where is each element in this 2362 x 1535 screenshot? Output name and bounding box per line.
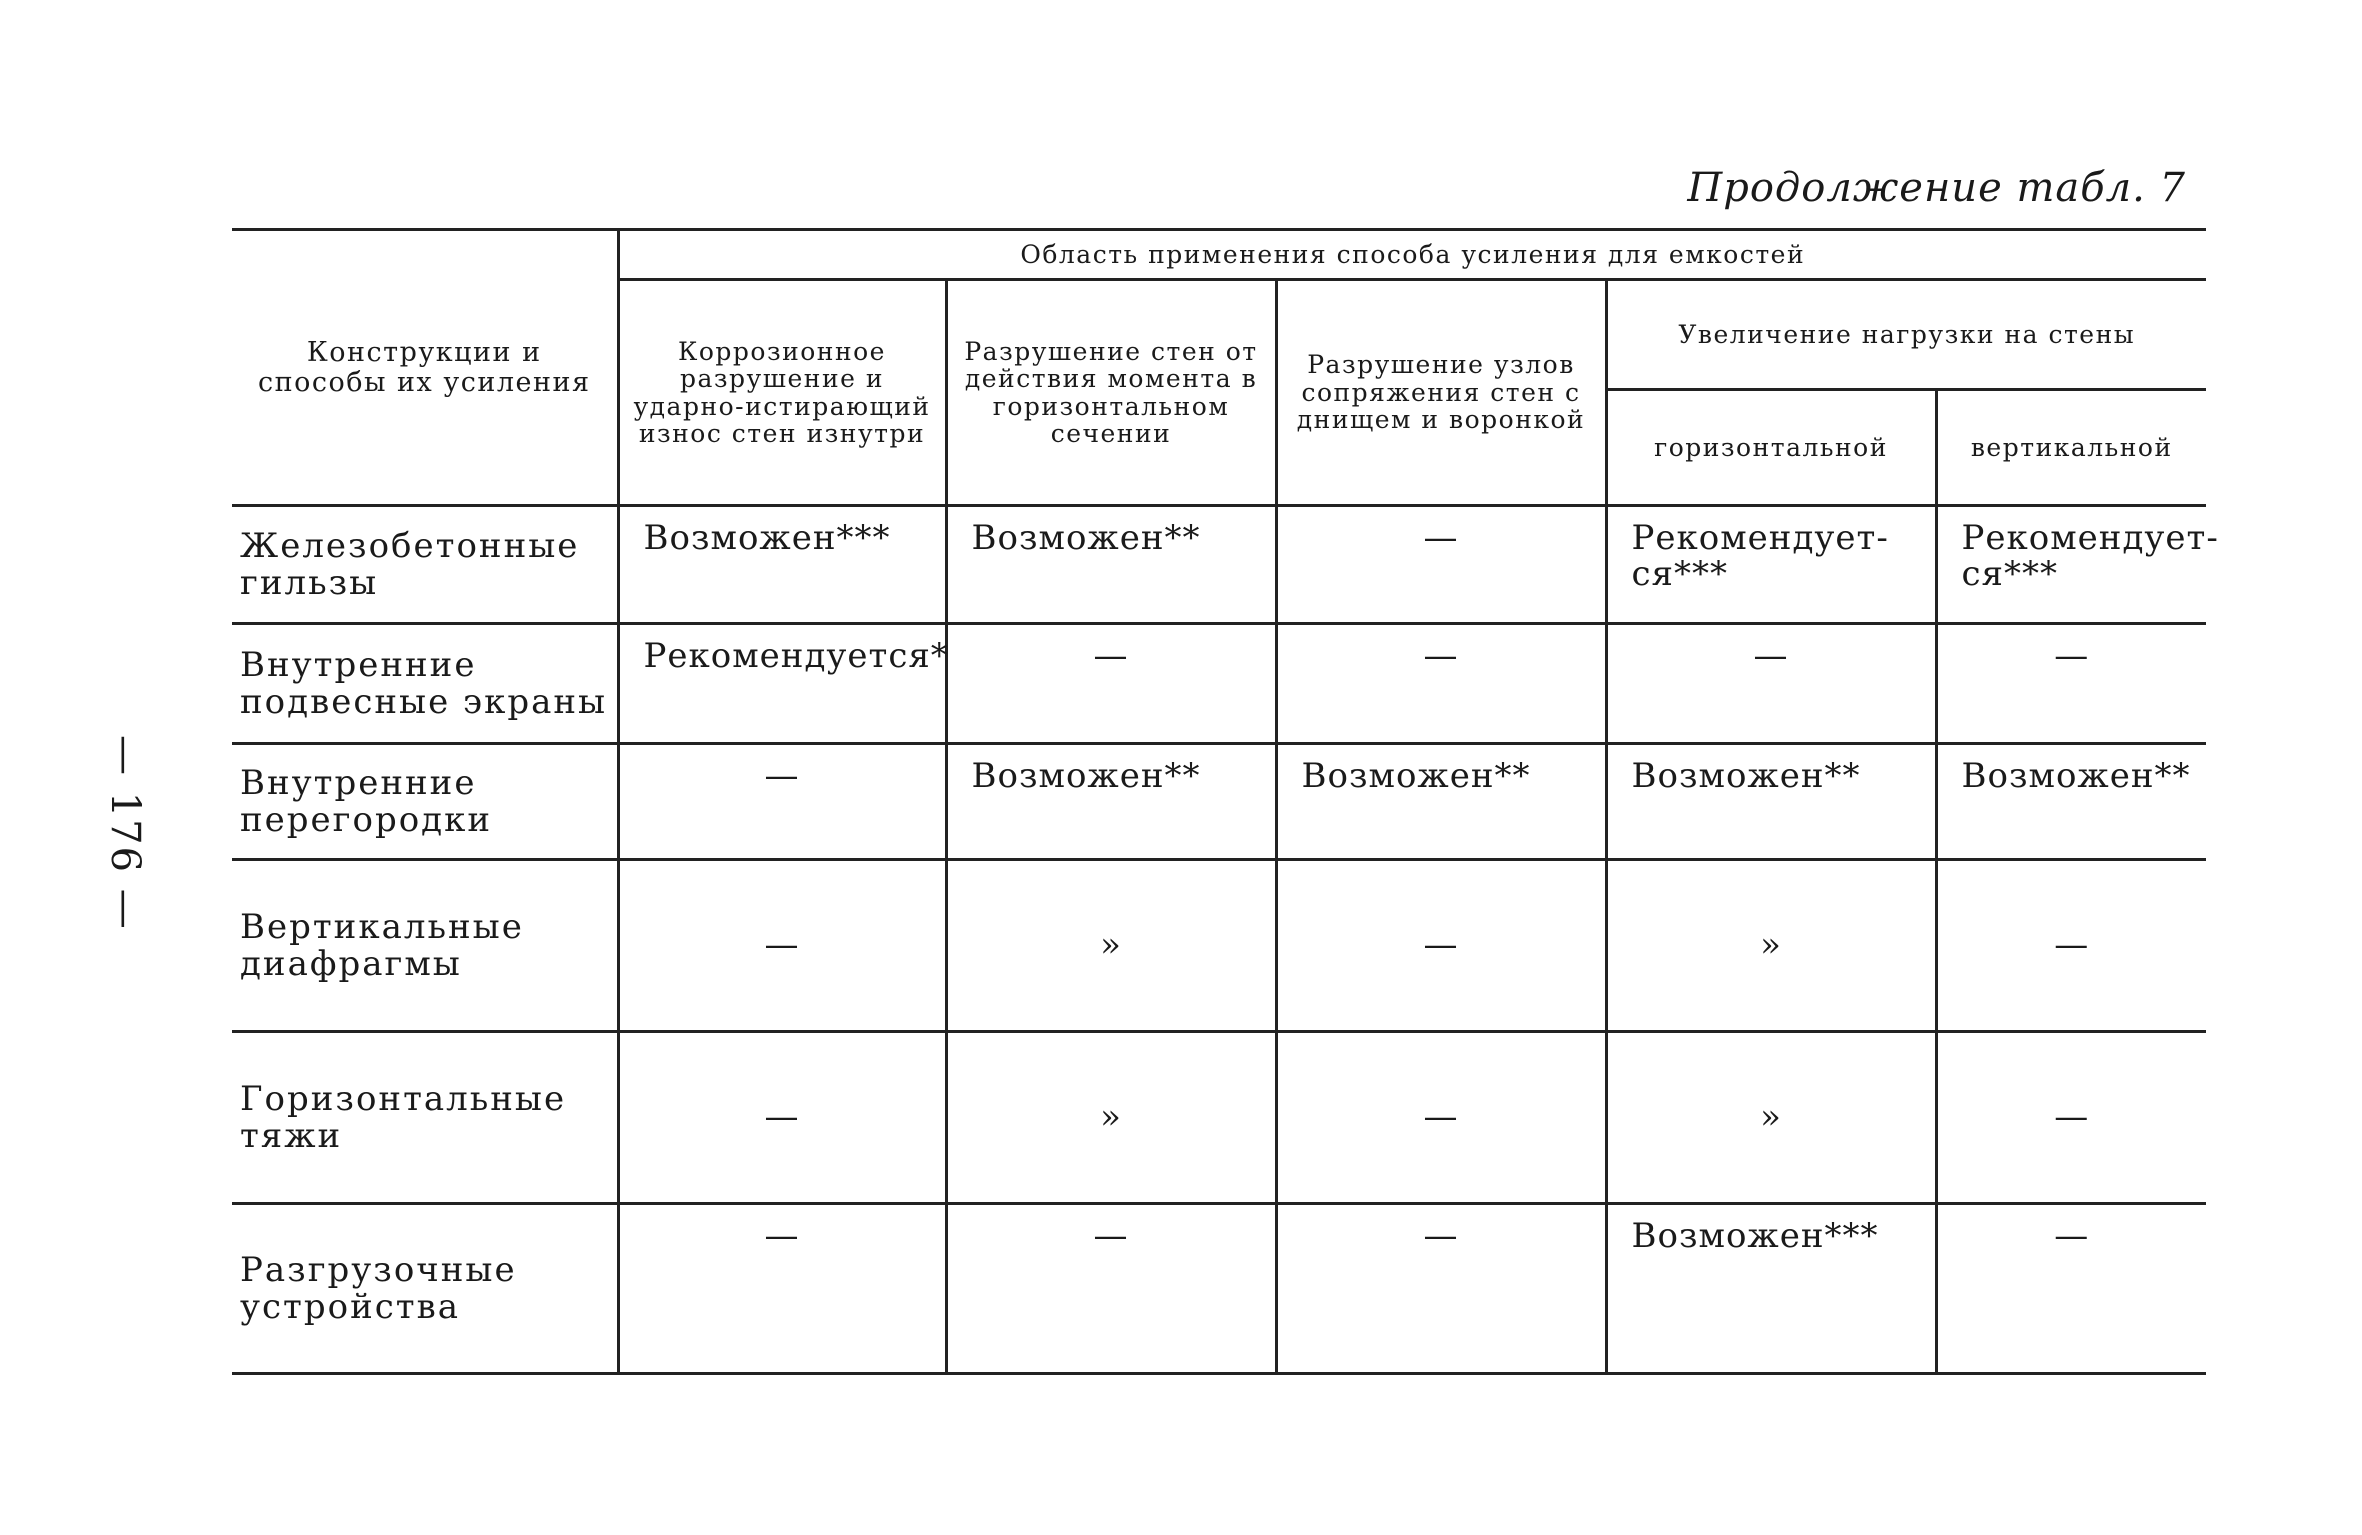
table-cell: — (1276, 506, 1606, 624)
table-cell: — (946, 624, 1276, 744)
table-cell: — (1936, 860, 2206, 1032)
table-cell: — (1276, 1204, 1606, 1374)
table-row (232, 506, 2206, 624)
table-cell: — (1936, 1032, 2206, 1204)
table-row (232, 1032, 2206, 1204)
row-label: Внутренние подвесные экраны (232, 624, 618, 744)
column-header-corrosion: Коррозионное разрушение и ударно-истирающий износ стен изнутри (618, 280, 946, 506)
table-cell: — (946, 1204, 1276, 1374)
row-label: Вертикальные диафрагмы (232, 860, 618, 1032)
table-cell: » (1606, 1032, 1936, 1204)
row-label: Горизонтальные тяжи (232, 1032, 618, 1204)
table-cell: — (1936, 1204, 2206, 1374)
table-cell: — (1276, 1032, 1606, 1204)
table-cell: — (618, 860, 946, 1032)
table-cell: Возможен*** (1606, 1204, 1936, 1374)
table-cell: — (618, 744, 946, 860)
stub-header: Конструкции и способы их усиления (232, 230, 618, 506)
column-header-joints: Разрушение узлов сопряжения стен с днищем и воронкой (1276, 280, 1606, 506)
page-number: — 176 — (102, 735, 148, 931)
table-row (232, 624, 2206, 744)
column-header-moment: Разрушение стен от действия момента в горизонтальном сечении (946, 280, 1276, 506)
column-header-vertical: вертикальной (1936, 390, 2206, 506)
table-cell: » (946, 1032, 1276, 1204)
table-row (232, 744, 2206, 860)
group-header: Область применения способа усиления для емкостей (618, 230, 2206, 280)
table-cell: — (1606, 624, 1936, 744)
column-header-horizontal: горизонтальной (1606, 390, 1936, 506)
table-cell: Возможен** (1936, 744, 2206, 860)
row-label: Внутренние перегородки (232, 744, 618, 860)
table-cell: Возможен** (946, 744, 1276, 860)
table-cell: Рекомендуется* (618, 624, 946, 744)
column-header-load: Увеличение нагрузки на стены (1606, 280, 2206, 390)
table-cell: » (1606, 860, 1936, 1032)
table-cell: Рекомендует-ся*** (1606, 506, 1936, 624)
table-cell: — (618, 1032, 946, 1204)
table-cell: Возможен** (946, 506, 1276, 624)
table-cell: — (1276, 860, 1606, 1032)
table-cell: — (1276, 624, 1606, 744)
row-label: Разгрузочные устройства (232, 1204, 618, 1374)
table-row (232, 1204, 2206, 1374)
reinforcement-table (232, 228, 2219, 1375)
table-cell: — (1936, 624, 2206, 744)
row-label: Железобетонные гильзы (232, 506, 618, 624)
table-caption: Продолжение табл. 7 (1687, 165, 2186, 211)
table-cell: — (618, 1204, 946, 1374)
table-cell: Возможен** (1606, 744, 1936, 860)
table-cell: » (946, 860, 1276, 1032)
table-cell: Рекомендует-ся*** (1936, 506, 2206, 624)
table-cell: Возможен*** (618, 506, 946, 624)
table-cell: Возможен** (1276, 744, 1606, 860)
table-row (232, 860, 2206, 1032)
